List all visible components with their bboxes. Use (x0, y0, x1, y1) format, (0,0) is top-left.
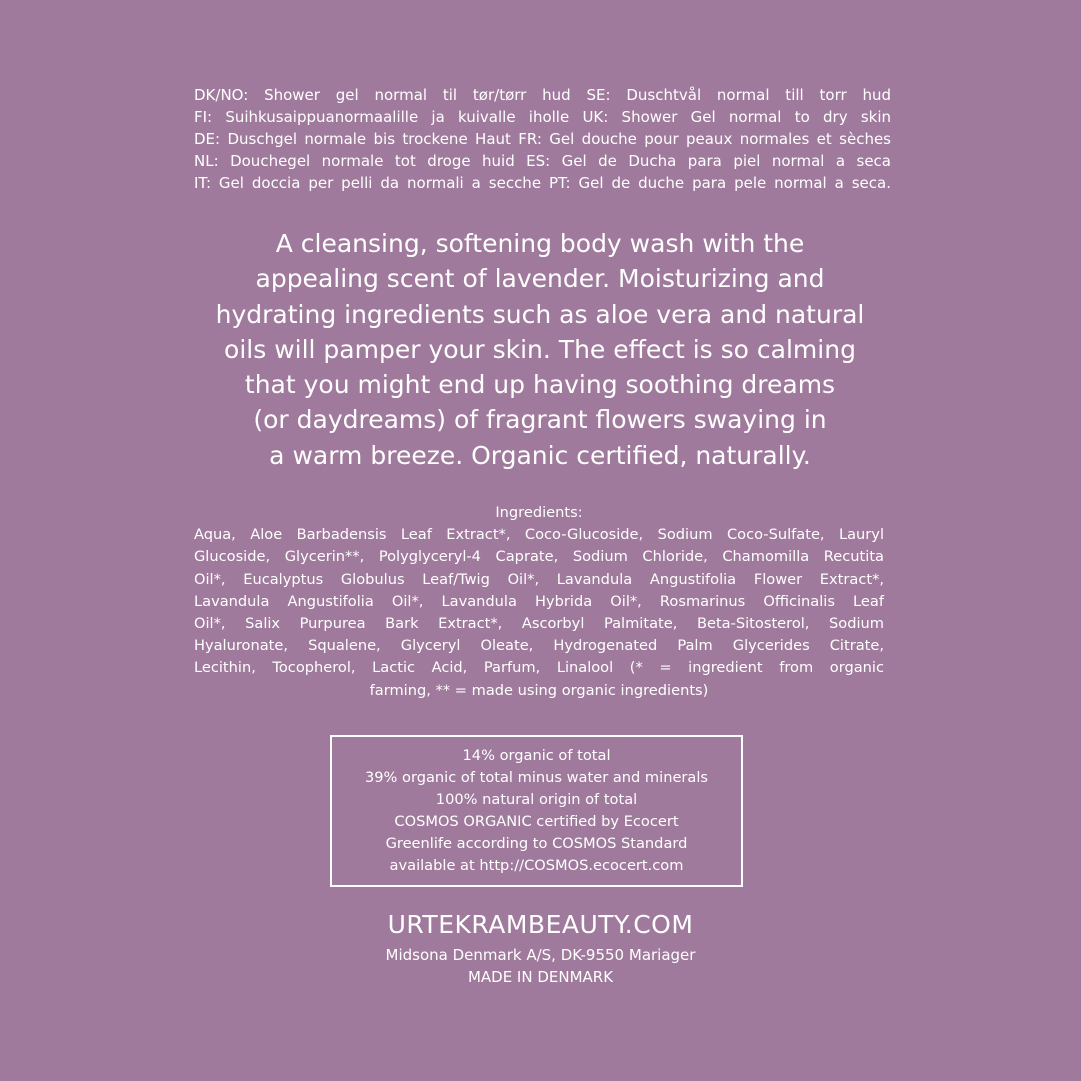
brand-website: URTEKRAMBEAUTY.COM (387, 910, 694, 939)
translation-line: FI: Suihkusaippuanormaalille ja kuivalle iholle UK: Shower Gel normal to dry skin (194, 108, 891, 126)
description-line: appealing scent of lavender. Moisturizing and (255, 264, 825, 294)
ingredients-line: Oil*, Eucalyptus Globulus Leaf/Twig Oil*, Lavandula Angustifolia Flower Extract*, (194, 570, 884, 588)
ingredients-line: Glucoside, Glycerin**, Polyglyceryl-4 Caprate, Sodium Chloride, Chamomilla Recutita (194, 548, 884, 566)
certification-line: COSMOS ORGANIC certified by Ecocert (394, 813, 679, 830)
certification-line: 14% organic of total (462, 747, 611, 764)
company-address: Midsona Denmark A/S, DK-9550 Mariager (385, 946, 696, 964)
product-description (160, 226, 920, 473)
certification-line: Greenlife according to COSMOS Standard (385, 835, 688, 852)
ingredients-line: Lavandula Angustifolia Oil*, Lavandula Hybrida Oil*, Rosmarinus Officinalis Leaf (194, 592, 884, 610)
translation-line: DE: Duschgel normale bis trockene Haut FR: Gel douche pour peaux normales et sèches (194, 130, 891, 148)
certification-line: available at http://COSMOS.ecocert.com (389, 857, 684, 874)
description-line: hydrating ingredients such as aloe vera and natural (215, 299, 865, 329)
description-line: oils will pamper your skin. The effect is so calming (224, 334, 856, 364)
certification-line: 100% natural origin of total (435, 791, 638, 808)
ingredients-line: Aqua, Aloe Barbadensis Leaf Extract*, Coco-Glucoside, Sodium Coco-Sulfate, Lauryl (194, 526, 884, 544)
ingredients-section (194, 502, 884, 702)
description-line: that you might end up having soothing dreams (244, 370, 836, 400)
ingredients-line: Oil*, Salix Purpurea Bark Extract*, Ascorbyl Palmitate, Beta-Sitosterol, Sodium (194, 615, 884, 633)
country-of-origin: MADE IN DENMARK (467, 968, 614, 986)
brand-footer (280, 906, 801, 988)
certification-box (330, 735, 743, 887)
product-name-translations (194, 84, 891, 194)
translation-line: DK/NO: Shower gel normal til tør/tørr hud SE: Duschtvål normal till torr hud (194, 86, 891, 104)
translation-line: NL: Douchegel normale tot droge huid ES: Gel de Ducha para piel normal a seca (194, 152, 891, 170)
description-line: A cleansing, softening body wash with the (275, 229, 805, 258)
description-line: (or daydreams) of fragrant flowers swaying in (253, 405, 827, 435)
certification-line: 39% organic of total minus water and minerals (364, 769, 709, 786)
translation-line: IT: Gel doccia per pelli da normali a secche PT: Gel de duche para pele normal a seca. (194, 174, 891, 192)
ingredients-heading: Ingredients: (495, 504, 583, 521)
ingredients-line: Hyaluronate, Squalene, Glyceryl Oleate, Hydrogenated Palm Glycerides Citrate, (194, 637, 884, 655)
ingredients-line: farming, ** = made using organic ingredients) (369, 681, 709, 699)
ingredients-line: Lecithin, Tocopherol, Lactic Acid, Parfum, Linalool (* = ingredient from organic (194, 659, 884, 677)
description-line: a warm breeze. Organic certified, naturally. (269, 440, 811, 470)
